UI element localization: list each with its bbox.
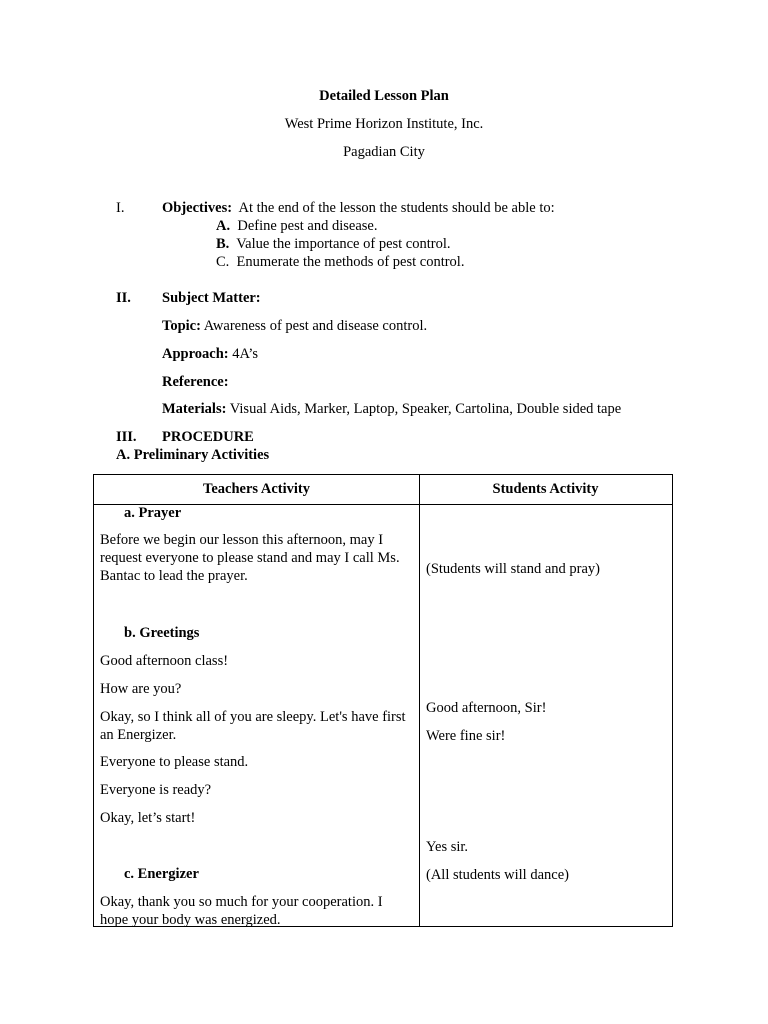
prayer-student-text: (Students will stand and pray)	[426, 561, 600, 577]
greeting-teacher-line: How are you?	[100, 681, 182, 697]
greetings-heading: b. Greetings	[124, 625, 200, 641]
procedure-heading: PROCEDURE	[162, 429, 254, 445]
objective-text: Enumerate the methods of pest control.	[236, 254, 465, 270]
objective-item-b	[216, 236, 451, 253]
materials-label: Materials:	[162, 401, 227, 417]
energizer-teacher-text: Okay, thank you so much for your cooperation. I hope your body was energized.	[100, 894, 383, 928]
greeting-student-line: Were fine sir!	[426, 728, 506, 744]
greeting-teacher-line: Good afternoon class!	[100, 653, 229, 669]
reference-label: Reference:	[162, 374, 229, 390]
prayer-teacher-text: Before we begin our lesson this afternoon, may I request everyone to please stand and may I call Ms. Bantac to lead the prayer.	[100, 532, 400, 584]
objectives-heading	[162, 200, 555, 217]
students-activity-header: Students Activity	[492, 481, 599, 497]
greeting-student-line: Yes sir.	[426, 839, 469, 855]
greeting-teacher-line: Okay, so I think all of you are sleepy. Let's have first an Energizer.	[100, 709, 406, 743]
topic-value: Awareness of pest and disease control.	[203, 318, 428, 334]
objective-text: Value the importance of pest control.	[236, 236, 451, 252]
energizer-heading: c. Energizer	[124, 866, 199, 882]
objectives-intro: At the end of the lesson the students should be able to:	[238, 200, 555, 216]
topic-line	[162, 318, 427, 335]
objective-letter: B.	[216, 236, 230, 252]
city-name: Pagadian City	[343, 144, 425, 160]
approach-label: Approach:	[162, 346, 229, 362]
section-3-numeral: III.	[116, 429, 137, 445]
approach-value: 4A’s	[232, 346, 259, 362]
objective-letter: C.	[216, 254, 230, 270]
section-2-numeral: II.	[116, 290, 131, 306]
teachers-activity-header: Teachers Activity	[203, 481, 310, 497]
objective-item-a	[216, 218, 377, 235]
objective-item-c	[216, 254, 464, 271]
materials-line	[162, 401, 621, 418]
subject-matter-heading: Subject Matter:	[162, 290, 261, 306]
preliminary-activities-heading: A. Preliminary Activities	[116, 447, 270, 463]
greeting-teacher-line: Okay, let’s start!	[100, 810, 196, 826]
document-title: Detailed Lesson Plan	[319, 88, 449, 104]
topic-label: Topic:	[162, 318, 201, 334]
school-name: West Prime Horizon Institute, Inc.	[284, 116, 484, 132]
prayer-heading: a. Prayer	[124, 505, 182, 521]
greeting-student-line: Good afternoon, Sir!	[426, 700, 547, 716]
objectives-label: Objectives:	[162, 200, 233, 216]
activities-table	[93, 474, 673, 927]
objective-text: Define pest and disease.	[237, 218, 378, 234]
greeting-student-line: (All students will dance)	[426, 867, 569, 883]
column-divider	[419, 475, 420, 926]
approach-line	[162, 346, 258, 363]
greeting-teacher-line: Everyone to please stand.	[100, 754, 249, 770]
greeting-teacher-line: Everyone is ready?	[100, 782, 212, 798]
objective-letter: A.	[216, 218, 231, 234]
section-1-numeral: I.	[116, 200, 125, 216]
materials-value: Visual Aids, Marker, Laptop, Speaker, Cartolina, Double sided tape	[229, 401, 622, 417]
